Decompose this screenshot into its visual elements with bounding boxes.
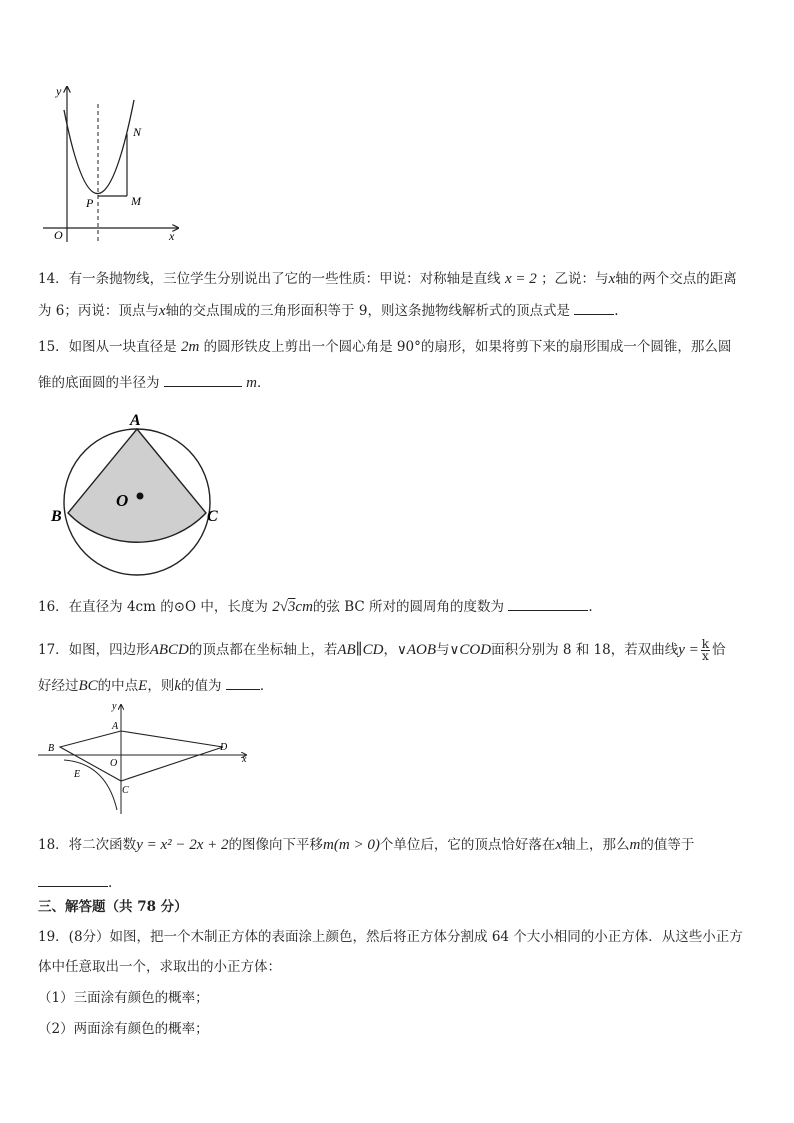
label-m: M xyxy=(131,194,141,208)
quad-abcd xyxy=(60,731,223,781)
label-b: B xyxy=(51,508,62,525)
label-o: O xyxy=(110,758,118,769)
q19-part1: （1）三面涂有颜色的概率； xyxy=(38,990,209,1006)
q18-line: 18．将二次函数y = x² − 2x + 2的图像向下平移m(m > 0)个单位后，它的顶点恰好落在x轴上，那么m的值等于 xyxy=(38,837,695,853)
label-b: B xyxy=(48,743,55,754)
label-x: x xyxy=(242,754,247,765)
q19-line1: 19．(8分）如图，把一个木制正方体的表面涂上颜色，然后将正方体分割成 64 个大小相同的小正方体．从这些小正方 xyxy=(38,929,743,945)
label-a: A xyxy=(112,721,119,732)
q17-line1: 17．如图，四边形ABCD的顶点都在坐标轴上，若AB∥CD，∨AOB与∨COD面积分别为 8 和 18，若双曲线y = $\frac{k}{x}$ 恰 xyxy=(38,637,726,663)
parabola-figure xyxy=(38,82,188,247)
q19-line2: 体中任意取出一个，求取出的小正方体： xyxy=(38,959,281,975)
label-d: D xyxy=(220,742,228,753)
answer-blank[interactable] xyxy=(508,596,588,611)
q18-blank-line: . xyxy=(38,872,112,893)
fraction-k-over-x: $\frac{k}{x}$ xyxy=(701,637,710,663)
sector-figure xyxy=(48,410,228,580)
q16-line: 16．在直径为 4cm 的⊙O 中，长度为 2√3cm的弦 BC 所对的圆周角的度数为 . xyxy=(38,596,593,617)
sector-shape xyxy=(68,429,206,542)
label-n: N xyxy=(133,125,142,139)
center-dot xyxy=(137,493,144,500)
parabola-curve xyxy=(64,100,134,194)
label-x: x xyxy=(169,229,175,243)
label-a: A xyxy=(130,412,141,429)
q14-line2: 为 6；丙说：顶点与x轴的交点围成的三角形面积等于 9，则这条抛物线解析式的顶点式是 . xyxy=(38,300,619,321)
q15-line1: 15．如图从一块直径是 2m 的圆形铁皮上剪出一个圆心角是 90°的扇形，如果将剪下来的扇形围成一个圆锥，那么圆 xyxy=(38,339,732,355)
label-c: C xyxy=(207,508,218,525)
label-y: y xyxy=(56,84,62,98)
label-e: E xyxy=(74,769,81,780)
label-o: O xyxy=(54,228,63,242)
quadrilateral-figure xyxy=(36,700,256,820)
label-c: C xyxy=(122,785,129,796)
q14-line1: 14．有一条抛物线，三位学生分别说出了它的一些性质：甲说：对称轴是直线 x = 2 ；乙说：与x轴的两个交点的距离 xyxy=(38,271,737,287)
answer-blank[interactable] xyxy=(164,372,242,387)
label-o: O xyxy=(116,491,129,510)
label-y: y xyxy=(112,701,117,712)
q19-part2: （2）两面涂有颜色的概率； xyxy=(38,1021,209,1037)
answer-blank[interactable] xyxy=(574,300,614,315)
label-p: P xyxy=(86,196,94,210)
answer-blank[interactable] xyxy=(38,872,108,887)
q15-line2: 锥的底面圆的半径为 m． xyxy=(38,372,270,393)
q17-line2: 好经过BC的中点E，则k的值为 ． xyxy=(38,675,273,696)
section-heading: 三、解答题（共 78 分） xyxy=(38,899,188,915)
answer-blank[interactable] xyxy=(226,675,260,690)
